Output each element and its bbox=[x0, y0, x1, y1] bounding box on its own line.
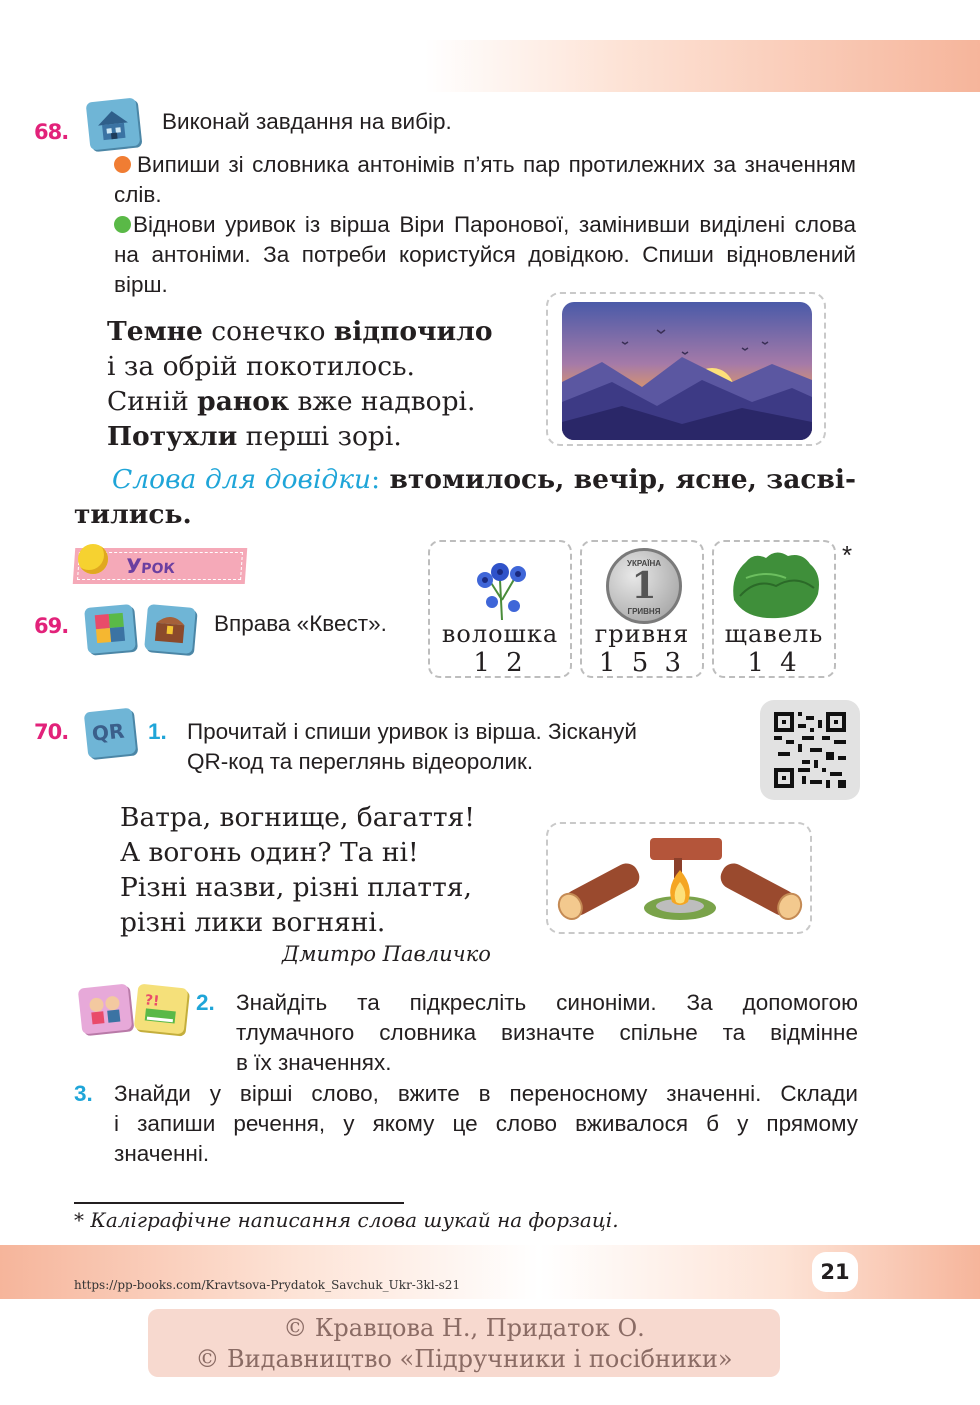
task-green bbox=[114, 210, 856, 300]
word-card-sorrel bbox=[712, 540, 836, 678]
task-green-text: Віднови уривок із вірша Віри Паронової, замінивши виділені слова на антоніми. За потреби користуйся довідкою. Спиши відновлений вірш. bbox=[114, 212, 856, 297]
task1-number: 1. bbox=[148, 719, 167, 744]
poem-line: різні лики вогняні. bbox=[120, 907, 386, 938]
poem-line: Темне сонечко відпочило bbox=[107, 316, 493, 347]
exercise-70-number: 70. bbox=[34, 720, 69, 744]
qr-tile-label: QR bbox=[90, 718, 126, 746]
task-orange bbox=[114, 150, 856, 210]
card-word: щавель bbox=[724, 620, 824, 648]
cornflower-icon bbox=[470, 550, 534, 622]
sunset-image bbox=[562, 302, 812, 440]
poem-68 bbox=[107, 314, 493, 454]
task-orange-text: Випиши зі словника антонімів п’ять пар протилежних за значенням слів. bbox=[114, 152, 856, 207]
header-band bbox=[425, 40, 980, 92]
poem-70 bbox=[120, 800, 475, 940]
task3-number: 3. bbox=[74, 1081, 93, 1106]
footnote: * Каліграфічне написання слова шукай на форзаці. bbox=[74, 1208, 619, 1232]
word-card-cornflower bbox=[428, 540, 572, 678]
footer-url[interactable]: https://pp-books.com/Kravtsova-Prydatok_Savchuk_Ukr-3kl-s21 bbox=[74, 1278, 461, 1292]
hint-words-2: тились. bbox=[74, 499, 192, 530]
copyright-box bbox=[148, 1309, 780, 1377]
hint-line bbox=[74, 462, 856, 497]
task1-text: Прочитай і спиши уривок із вірша. Зіскануй QR-код та переглянь відеоролик. bbox=[187, 719, 637, 774]
qr-tile-icon bbox=[84, 708, 137, 759]
lightbulb-icon bbox=[78, 544, 108, 574]
poem-line: і за обрій покотилось. bbox=[107, 351, 415, 382]
card-numbers: 1 4 bbox=[747, 648, 801, 678]
poem-line: Ватра, вогнище, багаття! bbox=[120, 802, 475, 833]
lesson-badge-label: Урок bbox=[125, 554, 176, 578]
campfire-icon bbox=[554, 830, 806, 928]
card-word: волошка bbox=[441, 620, 559, 648]
exercise-69-title: Вправа «Квест». bbox=[214, 611, 387, 636]
green-dot-icon bbox=[114, 216, 131, 233]
card-numbers: 1 5 3 bbox=[598, 648, 686, 678]
poem-author: Дмитро Павличко bbox=[282, 942, 491, 966]
poem-line: Різні назви, різні плаття, bbox=[120, 872, 472, 903]
svg-text:?!: ?! bbox=[143, 992, 161, 1010]
hint-line-2 bbox=[74, 497, 192, 532]
task2-number: 2. bbox=[196, 990, 215, 1015]
dictionary-icon bbox=[134, 984, 189, 1035]
copyright-line-2: © Видавництво «Підручники і посібники» bbox=[195, 1345, 733, 1373]
coin-digit: 1 bbox=[631, 565, 657, 607]
coin-text-top: УКРАЇНА bbox=[626, 559, 662, 568]
alphabet-blocks-icon bbox=[84, 604, 136, 654]
page-number: 21 bbox=[812, 1252, 858, 1292]
exercise-68-number: 68. bbox=[34, 120, 69, 144]
footnote-divider bbox=[74, 1202, 404, 1204]
sunset-image-frame bbox=[546, 292, 826, 446]
card-numbers: 1 2 bbox=[473, 648, 527, 678]
coin-text-bottom: ГРИВНЯ bbox=[627, 607, 661, 616]
qr-code[interactable] bbox=[760, 700, 860, 800]
asterisk: * bbox=[842, 540, 853, 570]
copyright-line-1: © Кравцова Н., Придаток О. bbox=[283, 1314, 645, 1342]
poem-line: А вогонь один? Та ні! bbox=[120, 837, 419, 868]
campfire-image-frame bbox=[546, 822, 812, 934]
exercise-68-title: Виконай завдання на вибір. bbox=[162, 109, 452, 134]
poem-line: Синій ранок вже надворі. bbox=[107, 386, 476, 417]
hint-label: Слова для довідки bbox=[112, 464, 372, 495]
hint-words-1: втомилось, вечір, ясне, засві- bbox=[380, 464, 856, 495]
poem-line: Потухли перші зорі. bbox=[107, 421, 402, 452]
task3-text: Знайди у вірші слово, вжите в переносному значенні. Склади і запиши речення, у якому це слово вживалося б у прямому значенні. bbox=[114, 1081, 858, 1166]
hint-colon: : bbox=[371, 464, 381, 495]
coin-icon bbox=[606, 548, 682, 624]
pair-work-icon bbox=[78, 984, 133, 1035]
treasure-chest-icon bbox=[144, 604, 196, 654]
exercise-69-number: 69. bbox=[34, 614, 69, 638]
word-card-hryvnia bbox=[580, 540, 704, 678]
qr-code-icon bbox=[774, 712, 846, 788]
house-icon bbox=[86, 98, 141, 151]
task2-text: Знайдіть та підкресліть синоніми. За допомогою тлумачного словника визначте спільне та відмінне в їх значеннях. bbox=[236, 990, 858, 1075]
card-word: гривня bbox=[594, 620, 690, 648]
orange-dot-icon bbox=[114, 156, 131, 173]
sorrel-icon bbox=[726, 548, 826, 622]
